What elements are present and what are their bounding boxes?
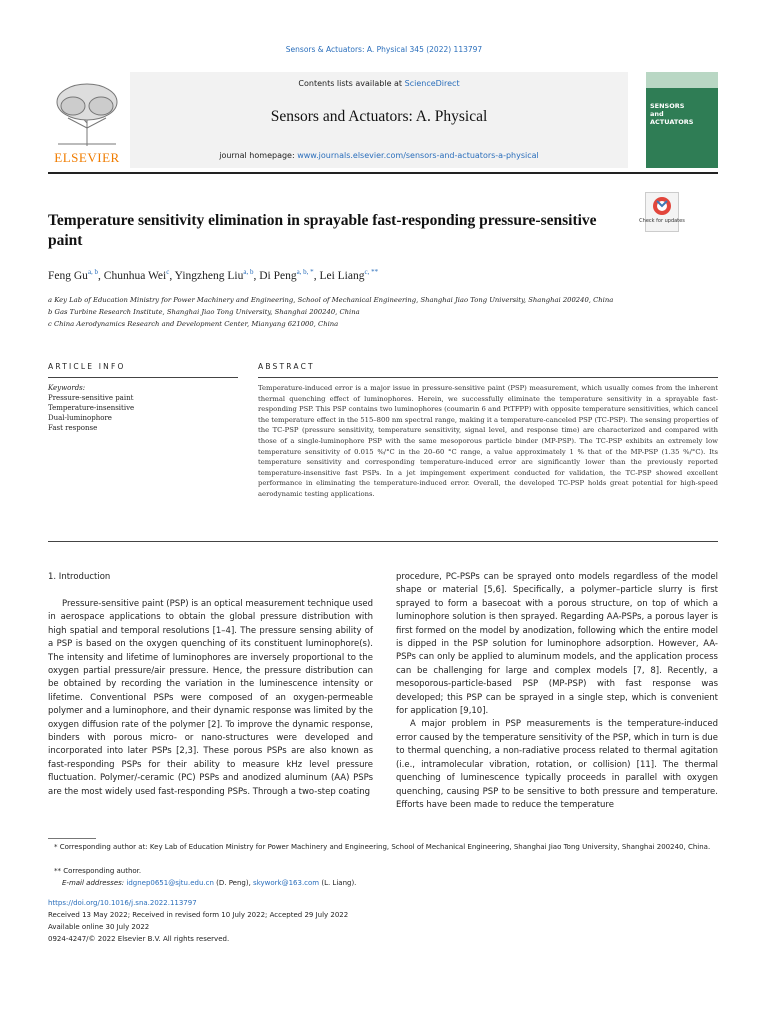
email-owner: (L. Liang).	[319, 879, 357, 887]
homepage-prefix: journal homepage:	[219, 151, 298, 160]
paragraph: procedure, PC-PSPs can be sprayed onto models regardless of the model shape or material [5,6]. Specifically, a polymer–particle slurry is first sprayed to form a basecoat with a porous structure, on top of which a luminophore solution is then sprayed. Regarding AA-PSPs, a porous layer is first formed on the model by anodization, following which the entire model is dipped in the PSP solution for luminophore adsorption. However, AA-PSPs can only be applied to aluminum models, and the application process can be challenging for large and complex models [7, 8]. Recently, a mesoporous-particle-based PSP (MP-PSP) with fast response was developed; this PSP can be sprayed in a single step, which is convenient for application [9,10].	[396, 572, 718, 717]
email-link[interactable]: skywork@163.com	[253, 879, 320, 887]
cover-title-3: ACTUATORS	[650, 118, 694, 126]
author-list: Feng Gu$^{a, b}$, Chunhua Wei$^c$, Yingzheng Liu$^{a, b}$, Di Peng$^{a, b, *}$, Lei Liang$^{c, **}$	[48, 268, 379, 282]
article-title: Temperature sensitivity elimination in sprayable fast-responding pressure-sensitive paint	[48, 212, 597, 249]
homepage-link[interactable]: www.journals.elsevier.com/sensors-and-actuators-a-physical	[297, 151, 539, 160]
section-heading-introduction: 1. Introduction	[48, 572, 111, 582]
article-info-heading: ARTICLE INFO	[48, 362, 126, 371]
author[interactable]: Chunhua Wei$^c$	[103, 268, 170, 282]
abstract-heading: ABSTRACT	[258, 362, 315, 371]
abstract-rule	[258, 377, 718, 378]
author[interactable]: Yingzheng Liu$^{a, b}$	[174, 268, 254, 282]
journal-name: Sensors and Actuators: A. Physical	[270, 108, 488, 125]
elsevier-wordmark: ELSEVIER	[54, 150, 120, 165]
footnote-emails	[62, 878, 732, 889]
affiliation-c: c China Aerodynamics Research and Development Center, Mianyang 621000, China	[48, 320, 339, 328]
available-online: Available online 30 July 2022	[48, 923, 150, 931]
sciencedirect-link[interactable]: ScienceDirect	[404, 79, 460, 88]
keyword: Fast response	[48, 424, 98, 432]
email-link[interactable]: idgnep0651@sjtu.edu.cn	[126, 879, 214, 887]
journal-homepage	[130, 151, 628, 160]
cover-title-1: SENSORS	[650, 102, 685, 110]
check-for-updates-badge[interactable]	[639, 192, 685, 232]
affiliation-b: b Gas Turbine Research Institute, Shanghai Jiao Tong University, Shanghai 200240, China	[48, 308, 360, 316]
body-left-column	[48, 598, 373, 799]
email-owner: (D. Peng),	[213, 879, 254, 887]
check-updates-label: Check for updates	[639, 218, 685, 224]
keyword: Dual-luminophore	[48, 414, 112, 422]
contents-line	[130, 79, 628, 88]
copyright: 0924-4247/© 2022 Elsevier B.V. All rights reserved.	[48, 935, 230, 943]
doi-link[interactable]: https://doi.org/10.1016/j.sna.2022.113797	[48, 899, 197, 907]
journal-cover-image	[646, 72, 718, 168]
paragraph: A major problem in PSP measurements is the temperature-induced error caused by the temperature sensitivity of the PSP, which in turn is due to thermal quenching, a non-radiative process related to thermal agitation (i.e., intramolecular vibration, rotation, or collision) [11]. The thermal quenching of luminescence typically proceeds in parallel with oxygen quenching, causing PSP to be sensitive to both pressure and temperature. Efforts have been made to reduce the temperature	[396, 719, 718, 810]
author[interactable]: Di Peng$^{a, b, *}$	[259, 268, 314, 282]
abstract-text: Temperature-induced error is a major issue in pressure-sensitive paint (PSP) measurement, which usually comes from the inherent thermal quenching effect of luminophores. Herein, we successfully eliminate the temperature sensitivity in a sprayable fast-responding PSP. This PSP contains two luminophores (coumarin 6 and PtTFPP) with opposite temperature sensitivities, which cancel the temperature effect in the 515–800 nm spectral range, making it a temperature-canceled PSP (TC-PSP). The sensing properties of the TC-PSP (pressure sensitivity, temperature sensitivity, signal level, and response time) are characterized and compared with those of a single-luminophore PSP with the same mesoporous particle binder (MP-PSP). The TC-PSP exhibits an extremely low temperature sensitivity of 0.015 %/°C in the 20–60 °C range, a value approximately 1 % that of the MP-PSP (1.35 %/°C). Its temperature sensitivity and corresponding temperature-induced error are significantly lower than the previously reported temperature-insensitive fast PSPs. In a jet impingement experiment conducted for validation, the TC-PSP showed excellent performance in eliminating the temperature-induced error. Overall, the developed TC-PSP holds great potential for high-speed aerodynamic testing applications.	[258, 384, 718, 498]
keywords-block	[48, 383, 238, 433]
affiliation-a: a Key Lab of Education Ministry for Power Machinery and Engineering, School of Mechanical Engineering, Shanghai Jiao Tong University, Shanghai 200240, China	[48, 296, 614, 304]
footnote-corresponding-1: * Corresponding author at: Key Lab of Education Ministry for Power Machinery and Engineering, School of Mechanical Engineering, Shanghai Jiao Tong University, Shanghai 200240, China.	[54, 843, 711, 851]
keyword: Pressure-sensitive paint	[48, 394, 134, 402]
cover-title-2: and	[650, 110, 664, 118]
journal-reference[interactable]: Sensors & Actuators: A. Physical 345 (2022) 113797	[285, 45, 483, 54]
paragraph: Pressure-sensitive paint (PSP) is an optical measurement technique used in aerospace applications to obtain the global pressure distribution with high spatial and temporal resolutions [1–4]. The pressure sensing ability of a PSP is based on the oxygen quenching of its constituent luminophore(s). The intensity and lifetime of luminophores are inversely proportional to the oxygen partial pressure/air pressure. Hence, the pressure distribution can be obtained by recording the variation in the luminescence intensity or lifetime. Conventional PSPs were composed of an oxygen-permeable polymer and a luminophore, and their dynamic response was limited by the oxygen diffusion rate of the polymer [2]. To improve the dynamic response, binders with porous micro- or nano-structures were developed and incorporated into later PSPs [2,3]. These porous PSPs are also known as fast-responding PSPs for their ability to measure kHz level pressure fluctuation. Polymer/-ceramic (PC) PSPs and anodized aluminum (AA) PSPs are the most widely used fast-responding PSPs. Through a two-step coating	[48, 599, 373, 797]
footnote-rule	[48, 838, 96, 839]
contents-prefix: Contents lists available at	[298, 79, 405, 88]
header-rule	[48, 172, 718, 174]
keywords-label: Keywords:	[48, 384, 86, 392]
email-label: E-mail addresses:	[62, 879, 127, 887]
abstract-bottom-rule	[48, 541, 718, 542]
received-dates: Received 13 May 2022; Received in revised form 10 July 2022; Accepted 29 July 2022	[48, 911, 349, 919]
author[interactable]: Lei Liang$^{c, **}$	[319, 268, 379, 282]
author[interactable]: Feng Gu$^{a, b}$	[48, 268, 99, 282]
keyword: Temperature-insensitive	[48, 404, 135, 412]
article-info-rule	[48, 377, 238, 378]
footnote-corresponding-2: ** Corresponding author.	[54, 867, 142, 875]
body-right-column	[396, 571, 718, 812]
